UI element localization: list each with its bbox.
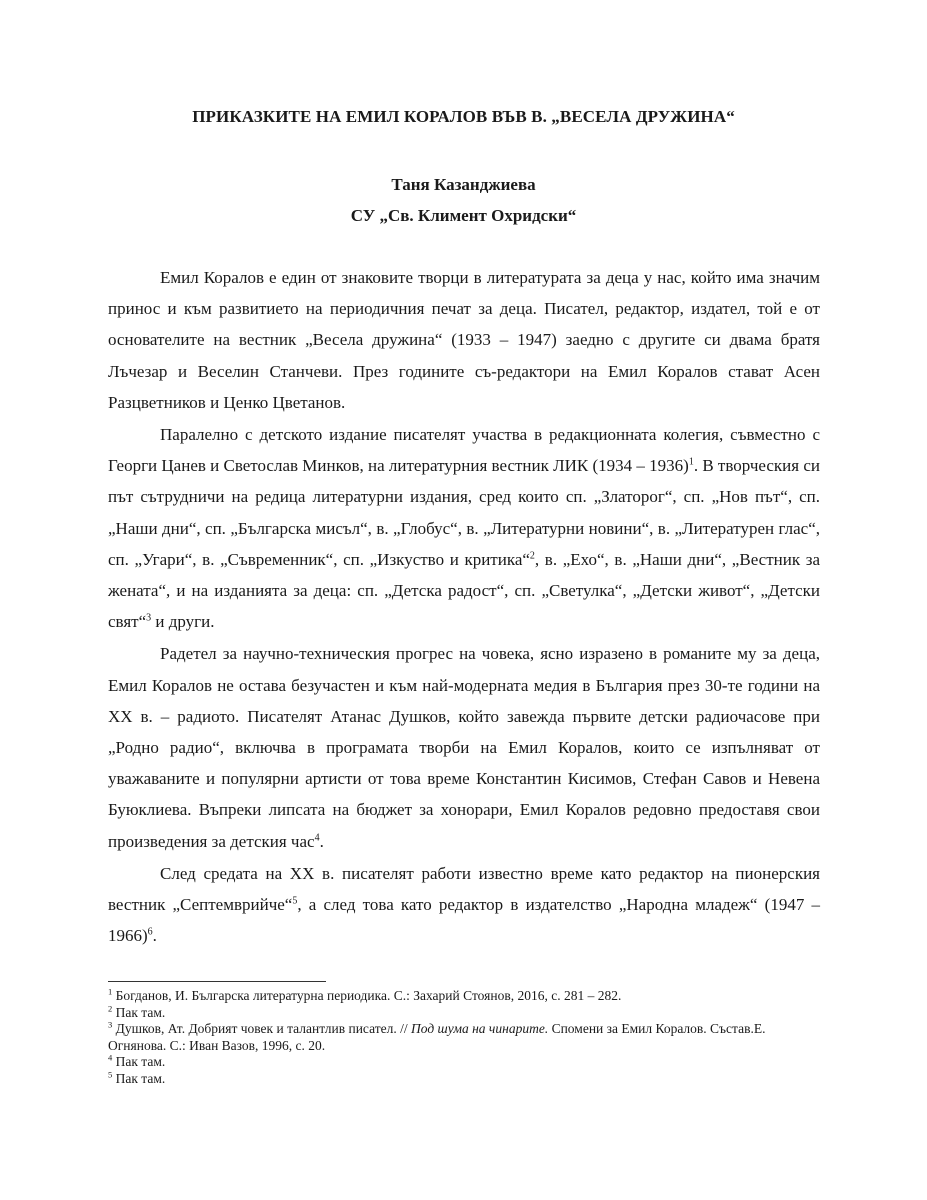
footnote-text: Пак там. — [112, 1004, 166, 1020]
article-title: ПРИКАЗКИТЕ НА ЕМИЛ КОРАЛОВ ВЪВ В. „ВЕСЕЛА ДРУЖИНА“ — [192, 107, 735, 126]
footnote-italic-title: Под шума на чинарите. — [411, 1021, 549, 1036]
paragraph-1 — [108, 262, 820, 418]
footnote-ref-4[interactable]: 4 — [314, 832, 320, 843]
paragraph-3-text-a: Радетел за научно-техническия прогрес на човека, ясно изразено в романите му за деца, Емил Коралов не остава безучастен и към най-модерната медия в България през 30-те години на XX в. – радиото. Писателят Атанас Душков, който завежда първите детски радиочасове при „Родно радио“, включва в програмата творби на Емил Коралов, които се изпълняват от уважаваните и популярни артисти от това време Константин Кисимов, Стефан Савов и Невена Буюклиева. Въпреки липсата на бюджет за хонорари, Емил Коралов редовно предоставя свои произведения за детския час — [108, 644, 820, 851]
footnote-text: Пак там. — [112, 1054, 166, 1069]
paragraph-3-text-b: . — [319, 831, 324, 851]
footnote-number: 2 — [108, 1003, 113, 1013]
footnote-text-rest: Спомени за Емил Коралов. Състав.Е. Огнянова. С.: Иван Вазов, 1996, с. 20. — [108, 1021, 766, 1053]
footnote-ref-6[interactable]: 6 — [147, 926, 153, 938]
footnote-number: 1 — [108, 986, 113, 997]
footnote-number: 5 — [108, 1069, 113, 1079]
footnotes-section — [108, 988, 820, 1087]
paragraph-1-text: Емил Коралов е един от знаковите творци в литературата за деца у нас, който има значим принос и към развитието на периодичния печат за деца. Писател, редактор, издател, той е от основателите на вестник „Весела дружина“ (1933 – 1947) заедно с другите си двама братя Лъчезар и Веселин Станчеви. През годините съ-редактори на Емил Коралов стават Асен Разцветников и Ценко Цветанов. — [108, 268, 820, 412]
article-body — [108, 262, 820, 951]
footnote-ref-3[interactable]: 3 — [146, 612, 152, 624]
footnote-2 — [108, 1005, 820, 1022]
paragraph-2-text-d: и други. — [151, 612, 215, 632]
paragraph-2-text-b: . В творческия си път сътрудничи на редица литературни издания, сред които сп. „Златорог“, сп. „Нов път“, сп. „Наши дни“, сп. „Българска мисъл“, в. „Глобус“, в. „Литературни новини“, в. „Литературен глас“, сп. „Угари“, в. „Съвременник“, сп. „Изкуство и критика“ — [108, 456, 820, 569]
paragraph-3 — [108, 638, 820, 856]
footnote-4 — [108, 1054, 820, 1071]
author-affiliation: СУ „Св. Климент Охридски“ — [350, 206, 577, 225]
footnote-3 — [108, 1021, 820, 1054]
footnote-number: 4 — [108, 1052, 113, 1063]
footnote-number: 3 — [108, 1019, 113, 1030]
paragraph-4-text-b: , а след това като редактор в издателство „Народна младеж“ (1947 – 1966) — [108, 895, 821, 946]
author-name: Таня Казанджиева — [391, 175, 536, 194]
footnote-text: Душков, Ат. Добрият човек и талантлив писател. // — [112, 1021, 411, 1036]
footnote-ref-1[interactable]: 1 — [688, 456, 694, 468]
footnote-text: Богданов, И. Българска литературна периодика. С.: Захарий Стоянов, 2016, с. 281 – 282. — [112, 988, 622, 1003]
footnote-separator — [108, 981, 326, 982]
paragraph-4 — [108, 858, 820, 952]
footnote-ref-5[interactable]: 5 — [292, 895, 298, 907]
paragraph-4-text-a: След средата на XX в. писателят работи известно време като редактор на пионерския вестник „Септемврийче“ — [108, 863, 820, 915]
footnote-1 — [108, 988, 820, 1005]
paragraph-2 — [108, 419, 820, 637]
paragraph-4-text-c: . — [152, 926, 157, 946]
footnote-text: Пак там. — [112, 1070, 166, 1086]
footnote-ref-2[interactable]: 2 — [529, 550, 535, 562]
footnote-5 — [108, 1071, 820, 1088]
paragraph-2-text-a: Паралелно с детското издание писателят участва в редакционната колегия, съвместно с Георги Цанев и Светослав Минков, на литературния вестник ЛИК (1934 – 1936) — [108, 425, 820, 476]
paragraph-2-text-c: , в. „Ехо“, в. „Наши дни“, „Вестник за жената“, и на изданията за деца: сп. „Детска радост“, сп. „Светулка“, „Детски живот“, „Детски свят“ — [108, 549, 820, 632]
